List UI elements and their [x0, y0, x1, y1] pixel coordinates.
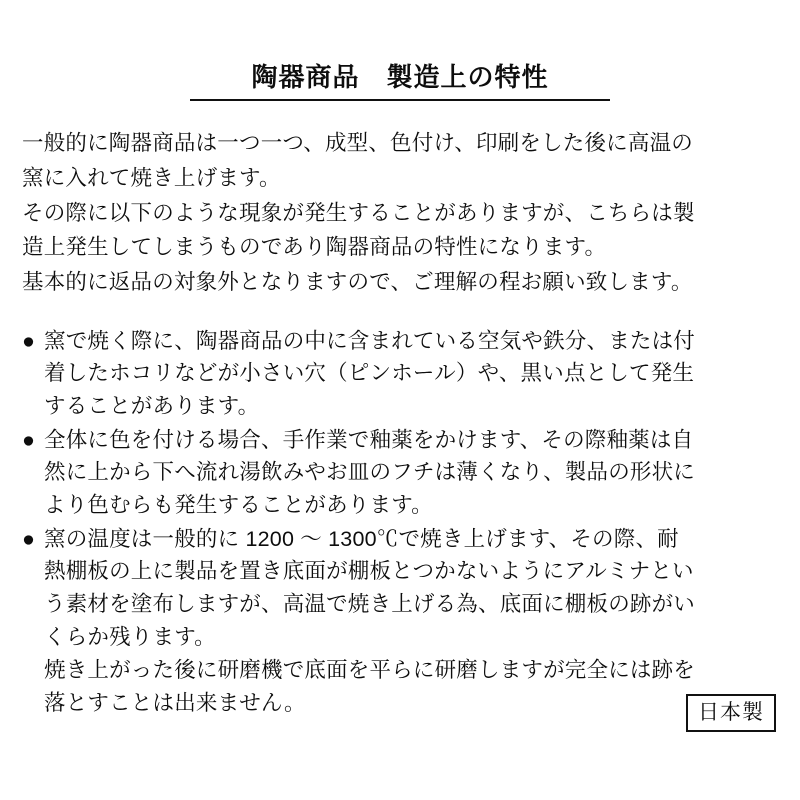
bullet-list: [22, 325, 778, 654]
list-item: [22, 424, 778, 522]
list-item-line: 熱棚板の上に製品を置き底面が棚板とつかないようにアルミナとい: [44, 559, 694, 584]
list-item-line: 着したホコリなどが小さい穴（ピンホール）や、黒い点として発生: [44, 361, 695, 386]
list-item-line: することがあります。: [44, 393, 260, 418]
list-item-line: より色むらも発生することがあります。: [44, 492, 433, 517]
bullet-icon: ●: [22, 328, 36, 353]
list-item-line: くらか残ります。: [44, 624, 216, 649]
list-item-text: [44, 325, 778, 423]
list-item-line: 然に上から下へ流れ湯飲みやお皿のフチは薄くなり、製品の形状に: [44, 460, 696, 485]
page-title: 陶器商品 製造上の特性: [190, 0, 610, 101]
intro-line: 基本的に返品の対象外となりますので、ご理解の程お願い致します。: [22, 269, 693, 294]
bullet-icon: ●: [22, 526, 36, 551]
intro-line: 窯に入れて焼き上げます。: [22, 165, 281, 190]
list-item-text: [44, 523, 778, 654]
bullet-icon: ●: [22, 427, 36, 452]
list-item-line: 窯の温度は一般的に 1200 〜 1300℃で焼き上げます、その際、耐: [44, 526, 679, 551]
intro-line: 一般的に陶器商品は一つ一つ、成型、色付け、印刷をした後に高温の: [22, 131, 693, 156]
made-in-japan-badge: 日本製: [686, 694, 776, 732]
list-item-line: う素材を塗布しますが、高温で焼き上げる為、底面に棚板の跡がい: [44, 591, 696, 616]
trailing-line: 落とすことは出来ません。: [44, 690, 306, 715]
list-item: [22, 523, 778, 654]
list-item-text: [44, 424, 778, 522]
intro-line: その際に以下のような現象が発生することがありますが、こちらは製: [22, 200, 695, 225]
list-item-line: 窯で焼く際に、陶器商品の中に含まれている空気や鉄分、または付: [44, 328, 696, 353]
intro-paragraph: [22, 127, 778, 298]
intro-line: 造上発生してしまうものであり陶器商品の特性になります。: [22, 235, 607, 260]
list-item-line: 全体に色を付ける場合、手作業で釉薬をかけます、その際釉薬は自: [44, 427, 694, 452]
trailing-line: 焼き上がった後に研磨機で底面を平らに研磨しますが完全には跡を: [44, 658, 696, 683]
list-item: [22, 325, 778, 423]
trailing-note: [22, 654, 778, 719]
